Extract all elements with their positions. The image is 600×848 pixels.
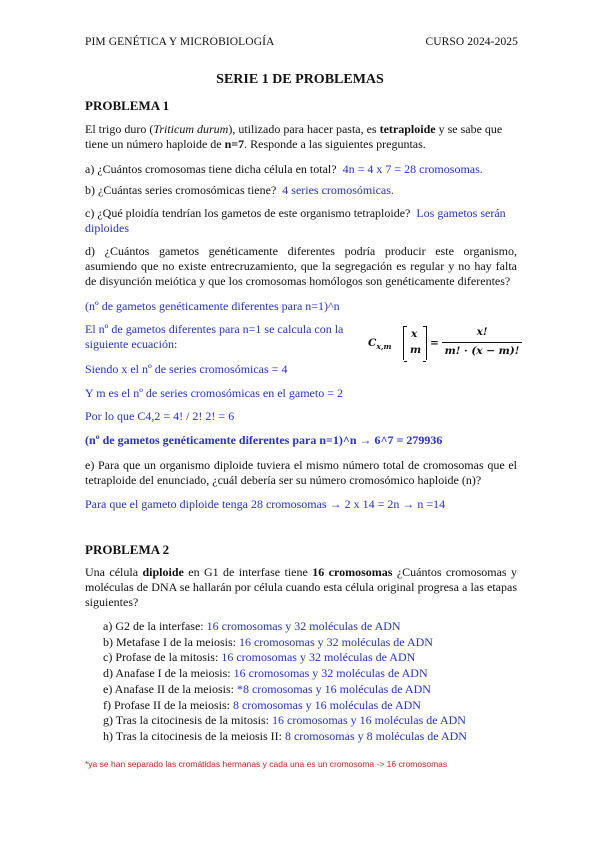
answer-d-line1: (nº de gametos genéticamente diferentes para n=1)^n <box>85 299 340 313</box>
list-item: a) G2 de la interfase: 16 cromosomas y 32 moléculas de ADN <box>103 619 401 633</box>
list-item: c) Profase de la mitosis: 16 cromosomas y 32 moléculas de ADN <box>103 650 416 665</box>
question-b: b) ¿Cuántas series cromosómicas tiene? 4 series cromosómicas. <box>85 183 394 197</box>
answer-d-line5: Por lo que C4,2 = 4! / 2! 2! = 6 <box>85 409 235 423</box>
answer-b: 4 series cromosómicas. <box>282 183 394 197</box>
question-c: c) ¿Qué ploidía tendrían los gametos de este organismo tetraploide? Los gametos serán diploides <box>85 206 506 235</box>
list-item: d) Anafase I de la meiosis: 16 cromosomas y 32 moléculas de ADN <box>103 666 428 681</box>
list-item: e) Anafase II de la meiosis: *8 cromosomas y 16 moléculas de ADN <box>103 681 431 696</box>
answer-a: 4n = 4 x 7 = 28 cromosomas. <box>342 162 483 176</box>
problem2-intro: Una célula diploide en G1 de interfase tiene 16 cromosomas ¿Cuántos cromosomas y moléculas de DNA se hallarán por célula cuando esta célula original progresa a las etapas siguientes? <box>85 565 517 609</box>
header-course: CURSO 2024-2025 <box>425 36 518 48</box>
formula-lhs: $C_{x,m}$ <box>368 337 392 352</box>
stages-list <box>103 619 467 745</box>
list-item: f) Profase II de la meiosis: 8 cromosomas y 16 moléculas de ADN <box>103 697 421 712</box>
answer-d-result: (nº de gametos genéticamente diferentes para n=1)^n → 6^7 = 279936 <box>85 433 443 447</box>
page-title: SERIE 1 DE PROBLEMAS <box>216 72 384 87</box>
list-item: b) Metafase I de la meiosis: 16 cromosomas y 32 moléculas de ADN <box>103 634 433 649</box>
question-a: a) ¿Cuántos cromosomas tiene dicha célula en total? 4n = 4 x 7 = 28 cromosomas. <box>85 162 483 176</box>
header-subject: PIM GENÉTICA Y MICROBIOLOGÍA <box>85 36 275 48</box>
list-item: h) Tras la citocinesis de la meiosis II: 8 cromosomas y 8 moléculas de ADN <box>103 728 467 743</box>
question-e: e) Para que un organismo diploide tuviera el mismo número total de cromosomas que el tetraploide del enunciado, ¿cuál debería ser su número cromosómico haploide (n)? <box>85 458 517 487</box>
formula-fraction: $\frac{x!}{m! \cdot (x - m)!}$ <box>442 326 522 357</box>
species-name: Triticum durum <box>153 122 229 136</box>
formula-binomial: x m <box>403 326 427 360</box>
problem2-heading: PROBLEMA 2 <box>85 542 170 557</box>
problem1-heading: PROBLEMA 1 <box>85 98 170 113</box>
question-d: d) ¿Cuántos gametos genéticamente diferentes podría producir este organismo, asumiendo que no existe entrecruzamiento, que la segregación es regular y no hay falta de disyunción meiótica y que los cromosomas homólogos son genéticamente diferentes? <box>85 244 517 288</box>
answer-c: Los gametos serán diploides <box>85 206 506 235</box>
answer-d-line4: Y m es el nº de series cromosómicas en el gameto = 2 <box>85 386 343 400</box>
answer-e: Para que el gameto diploide tenga 28 cromosomas → 2 x 14 = 2n → n =14 <box>85 497 446 511</box>
problem1-intro: El trigo duro (Triticum durum), utilizado para hacer pasta, es tetraploide y se sabe que tiene un número haploide de n=7. Responde a las siguientes preguntas. <box>85 122 503 151</box>
combination-formula: $C_{x,m}$ x m = $\frac{x!}{m! \cdot (x - m)!}$ <box>368 324 520 364</box>
answer-d-line3: Siendo x el nº de series cromosómicas = 4 <box>85 362 288 376</box>
footnote: *ya se han separado las cromátidas hermanas y cada una es un cromosoma -> 16 cromosomas <box>85 759 448 769</box>
answer-d-line2: El nº de gametos diferentes para n=1 se calcula con la siguiente ecuación: <box>85 322 344 351</box>
list-item: g) Tras la citocinesis de la mitosis: 16 cromosomas y 16 moléculas de ADN <box>103 713 466 728</box>
